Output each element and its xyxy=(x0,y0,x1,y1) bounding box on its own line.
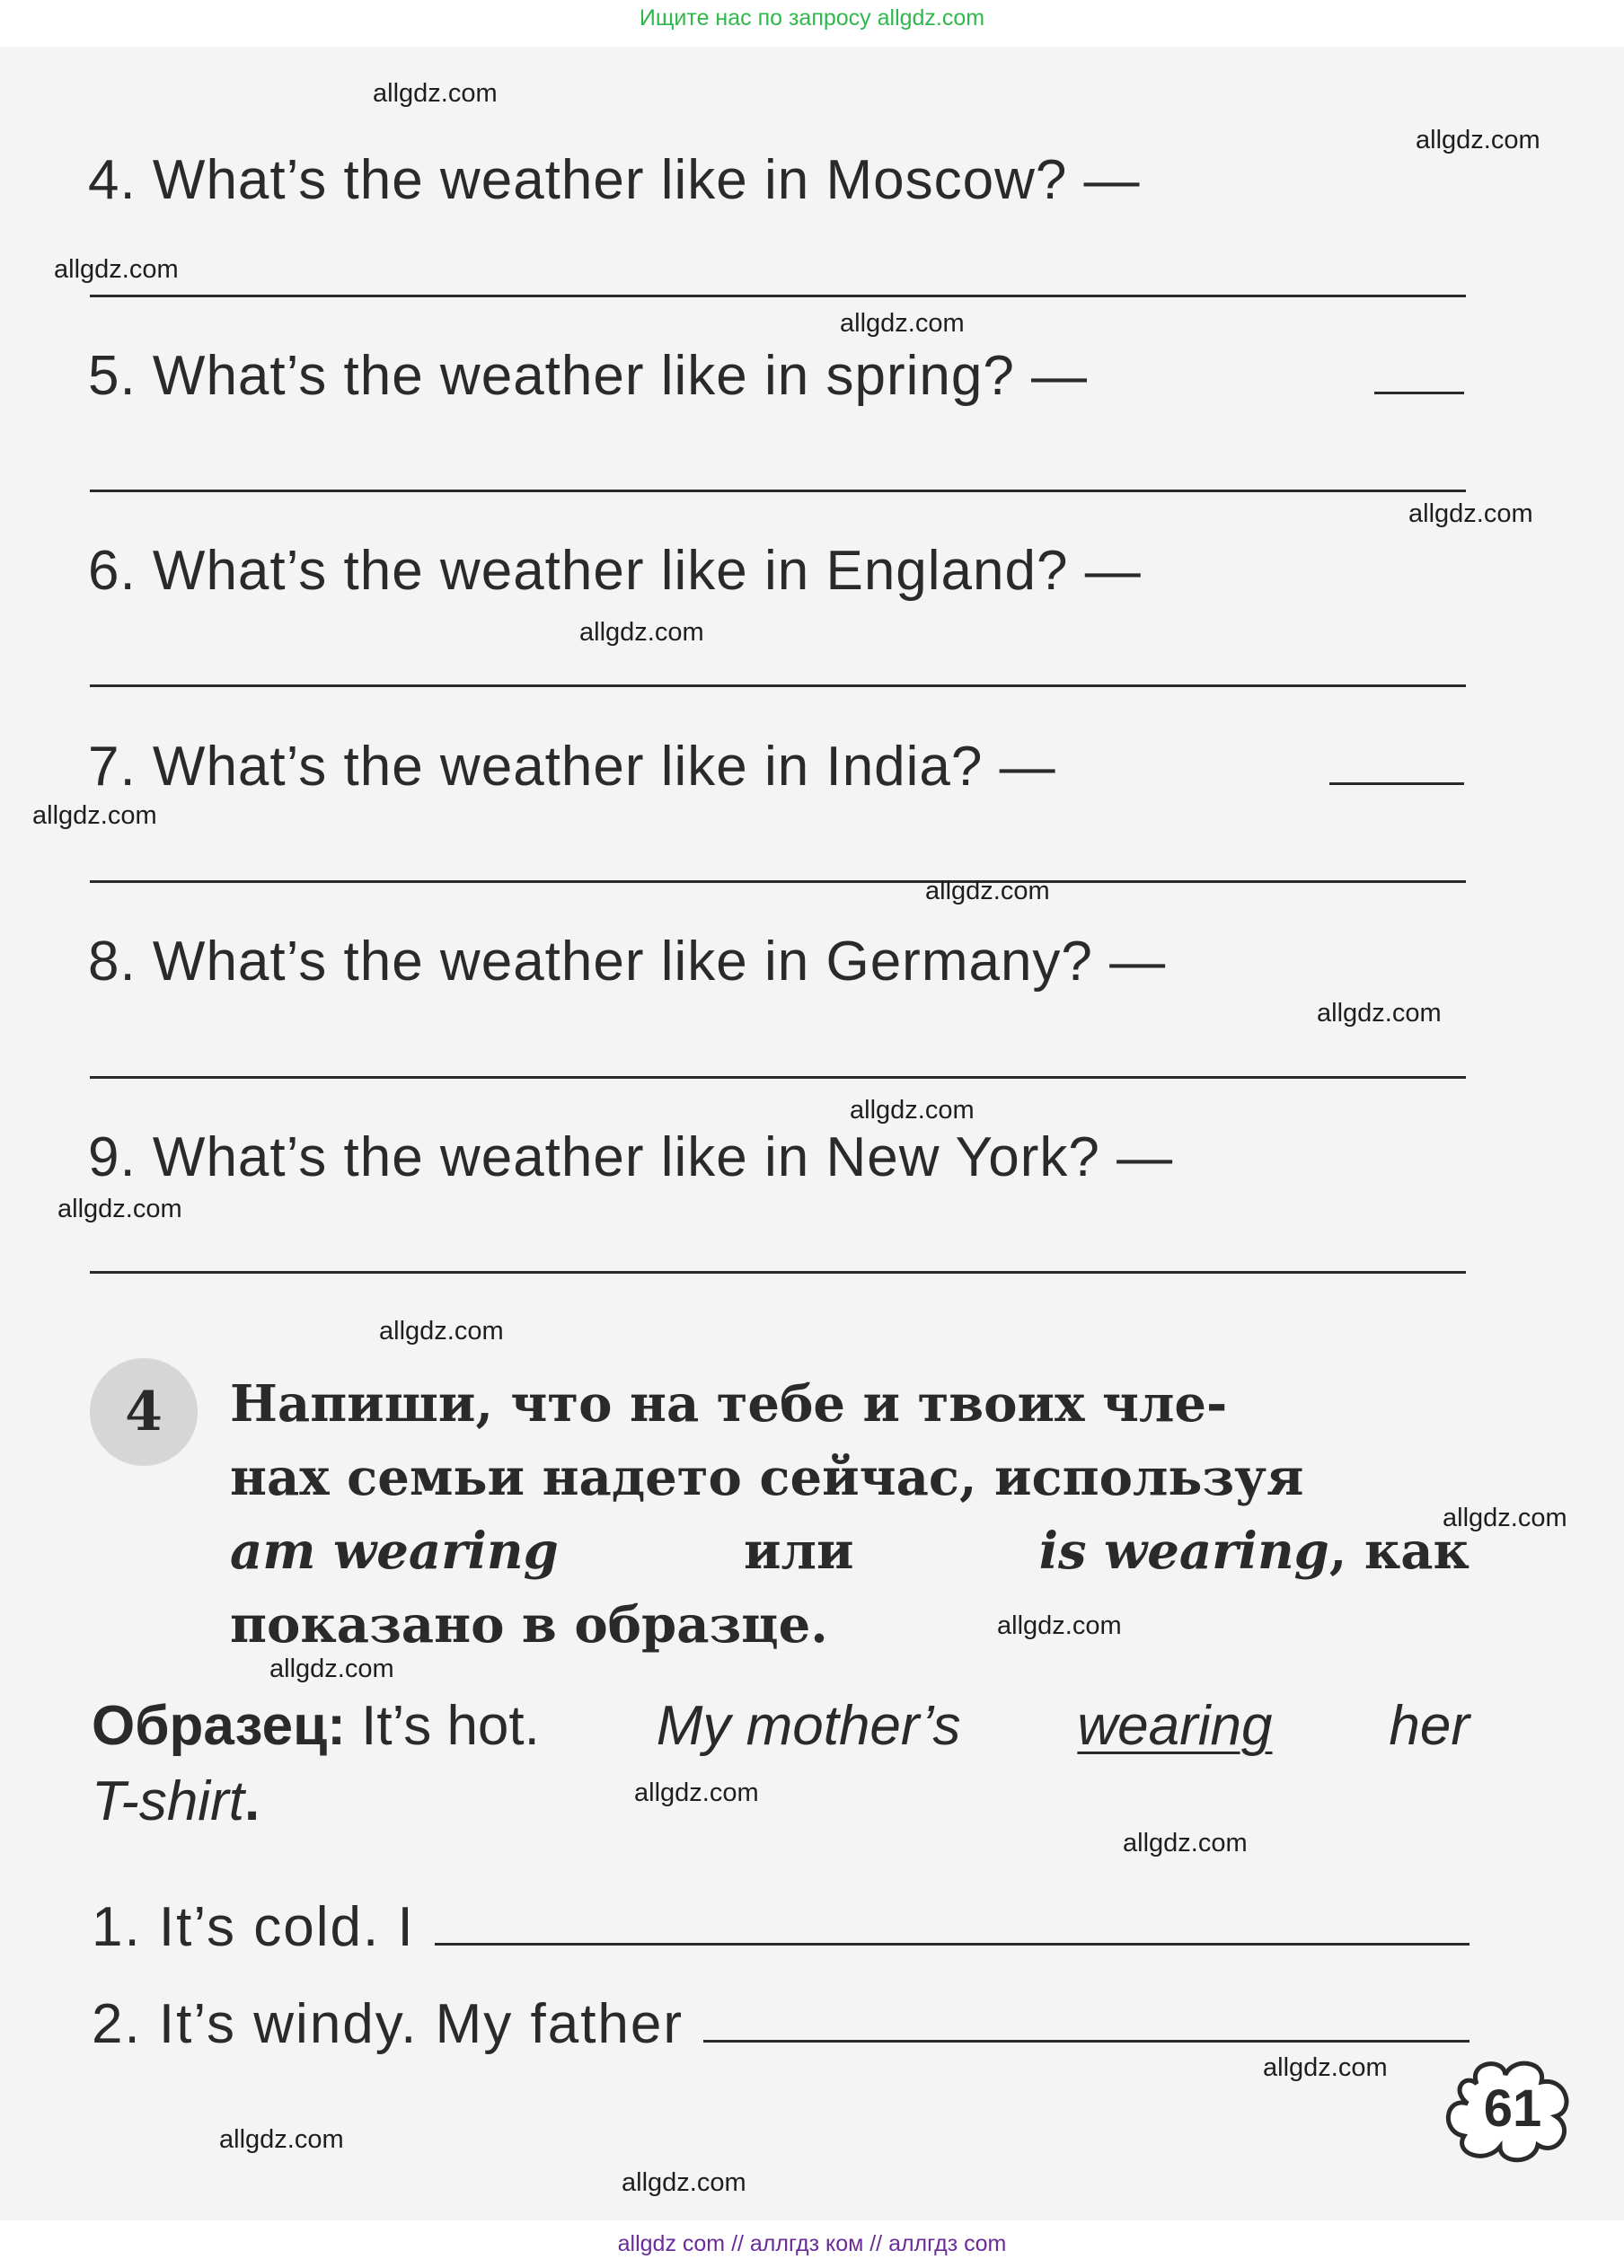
watermark: allgdz.com xyxy=(1123,1829,1248,1858)
task-line-1-text: Напиши, что на тебе и твоих чле- xyxy=(230,1374,1228,1434)
exercise-2-blank xyxy=(703,2039,1470,2043)
answer-line-6 xyxy=(90,684,1466,687)
question-5 xyxy=(88,344,1464,408)
top-banner[interactable]: Ищите нас по запросу allgdz.com xyxy=(639,5,985,31)
watermark: allgdz.com xyxy=(1443,1504,1567,1532)
question-7 xyxy=(88,735,1464,799)
watermark: allgdz.com xyxy=(54,255,179,284)
question-4-text: 4. What’s the weather like in Moscow? — xyxy=(88,149,1141,211)
page-number-flower xyxy=(1441,2057,1584,2165)
exercise-2 xyxy=(92,1992,1470,2056)
watermark: allgdz.com xyxy=(379,1317,504,1346)
watermark: allgdz.com xyxy=(1416,126,1540,154)
task-phrase-am-wearing: am wearing xyxy=(230,1522,559,1581)
answer-line-4 xyxy=(90,295,1466,297)
sample-text-mother: My mother’s xyxy=(656,1695,961,1757)
watermark: allgdz.com xyxy=(840,309,965,338)
watermark: allgdz.com xyxy=(850,1096,975,1125)
sample-text-period: . xyxy=(243,1770,260,1832)
question-9 xyxy=(88,1125,1464,1189)
question-8 xyxy=(88,930,1464,993)
watermark: allgdz.com xyxy=(579,618,704,647)
exercise-1-blank xyxy=(435,1942,1470,1946)
watermark: allgdz.com xyxy=(32,801,157,830)
task-instruction-line-4 xyxy=(230,1595,1470,1655)
exercise-2-text: 2. It’s windy. My father xyxy=(92,1993,684,2055)
watermark: allgdz.com xyxy=(925,877,1050,905)
question-6 xyxy=(88,539,1464,603)
question-9-text: 9. What’s the weather like in New York? — xyxy=(88,1126,1174,1188)
task-instruction-line-1 xyxy=(230,1374,1470,1434)
task-instruction-line-3 xyxy=(230,1522,1470,1581)
task-instruction-line-2 xyxy=(230,1448,1470,1507)
exercise-1-text: 1. It’s cold. I xyxy=(92,1896,415,1958)
answer-blank-5 xyxy=(1374,391,1464,394)
watermark: allgdz.com xyxy=(373,79,498,108)
sample-line-2 xyxy=(92,1769,1470,1833)
sample-text-hot: It’s hot. xyxy=(361,1695,540,1757)
watermark: allgdz.com xyxy=(219,2125,344,2154)
answer-line-8 xyxy=(90,1076,1466,1079)
task-number-badge: 4 xyxy=(90,1358,198,1466)
exercise-1 xyxy=(92,1895,1470,1959)
task-phrase-is-wearing: is wearing xyxy=(1038,1522,1329,1581)
sample-text-her: her xyxy=(1389,1695,1470,1757)
answer-line-7 xyxy=(90,880,1466,883)
watermark: allgdz.com xyxy=(269,1655,394,1683)
answer-line-5 xyxy=(90,490,1466,492)
task-word-or: или xyxy=(744,1522,854,1581)
task-line-2-text: нах семьи надето сейчас, используя xyxy=(230,1448,1304,1507)
sample-label: Образец: xyxy=(92,1695,346,1757)
question-6-text: 6. What’s the weather like in England? — xyxy=(88,540,1142,602)
watermark: allgdz.com xyxy=(57,1195,182,1223)
question-4 xyxy=(88,148,1464,212)
question-8-text: 8. What’s the weather like in Germany? — xyxy=(88,931,1167,993)
question-5-text: 5. What’s the weather like in spring? — xyxy=(88,345,1089,407)
task-word-as: , как xyxy=(1328,1522,1470,1581)
sample-line-1 xyxy=(92,1694,1470,1758)
watermark: allgdz.com xyxy=(1408,499,1533,528)
watermark: allgdz.com xyxy=(997,1611,1122,1640)
answer-blank-7 xyxy=(1329,781,1464,785)
sample-text-wearing: wearing xyxy=(1077,1695,1273,1757)
answer-line-9 xyxy=(90,1271,1466,1274)
bottom-footer[interactable]: allgdz com // аллгдз ком // аллгдз com xyxy=(617,2231,1007,2256)
watermark: allgdz.com xyxy=(1317,999,1442,1028)
sample-text-tshirt: T-shirt xyxy=(92,1770,244,1832)
task-line-4-text: показано в образце. xyxy=(230,1595,828,1655)
page-number: 61 xyxy=(1483,2079,1542,2138)
watermark: allgdz.com xyxy=(634,1778,759,1807)
watermark: allgdz.com xyxy=(622,2168,746,2197)
watermark: allgdz.com xyxy=(1263,2053,1388,2082)
question-7-text: 7. What’s the weather like in India? — xyxy=(88,736,1056,798)
